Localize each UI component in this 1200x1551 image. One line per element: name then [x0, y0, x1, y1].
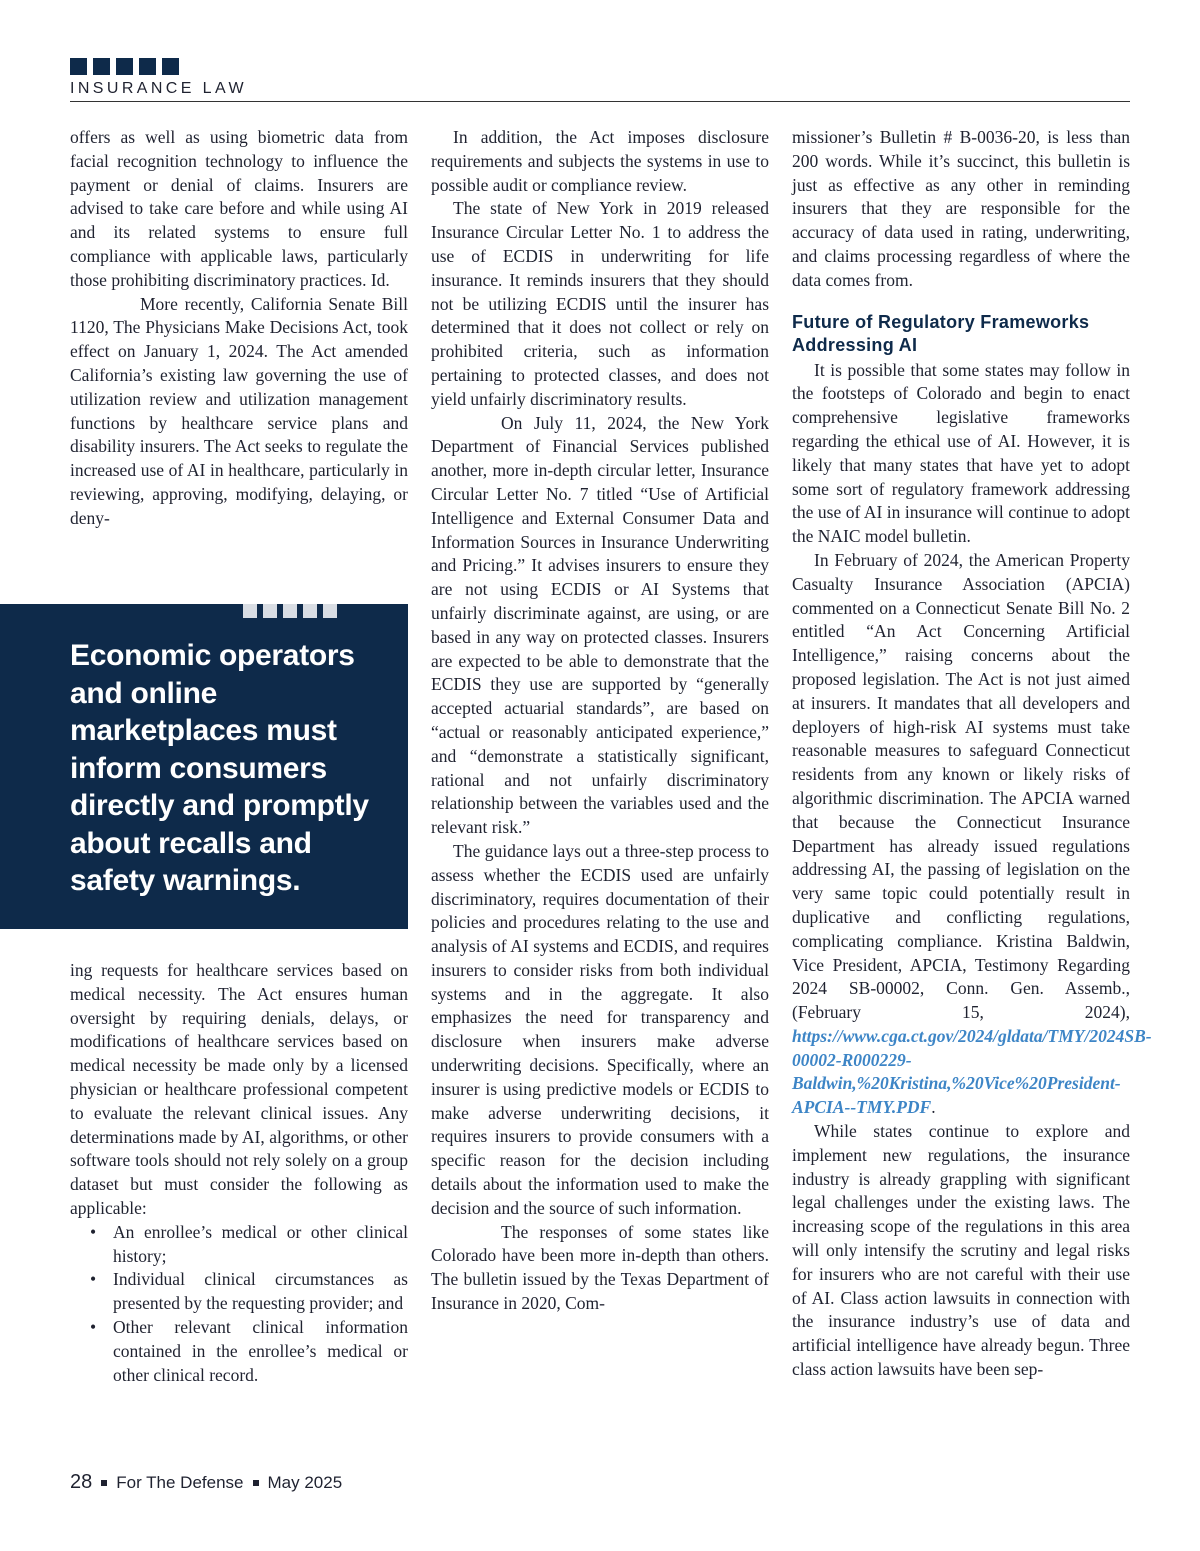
paragraph: More recently, California Senate Bill 1120, The Physicians Make Decisions Act, took effect on January 1, 2024. The Act amended California’s existing law governing the use of utilization review and utilization management functions by healthcare service plans and disability insurers. The Act seeks to regulate the increased use of AI in healthcare, particularly in reviewing, approving, modifying, delaying, or deny- [70, 293, 408, 528]
marker-square [283, 604, 297, 618]
paragraph: missioner’s Bulletin # B-0036-20, is less than 200 words. While it’s succinct, this bulletin is just as effective as any other in reminding insurers that they are responsible for the accuracy of data used in rating, underwriting, and claims processing regardless of where the data comes from. [792, 127, 1130, 290]
paragraph-end: . [931, 1097, 936, 1118]
paragraph-text: In February of 2024, the American Property Casualty Insurance Association (APCIA) commented on a Connecticut Senate Bill No. 2 entitled “An Act Concerning Artificial Intelligence,” raising concerns about the proposed legislation. The Act is not just aimed at insurers. It mandates that all developers and deployers of high-risk AI systems must take reasonable measures to safeguard Connecticut residents from any known or likely risks of algorithmic discrimination. The APCIA warned that because the Connecticut Insurance Department has already issued regulations addressing AI, the passing of legislation on the very same topic could potentially result in duplicative and conflicting regulations, complicating compliance. Kristina Baldwin, Vice President, APCIA, Testimony Regarding 2024 SB-00002, Conn. Gen. Assemb., (February 15, 2024), [792, 549, 1130, 1023]
separator-square [253, 1480, 259, 1486]
page-number: 28 [70, 1471, 93, 1493]
section-label: INSURANCE LAW [70, 80, 247, 97]
column-3 [792, 126, 1152, 1382]
list-item: • Individual clinical circumstances as presented by the requesting provider; and [70, 1268, 408, 1316]
section-marker-squares [70, 58, 179, 75]
column-1-top [70, 126, 408, 531]
marker-square [243, 604, 257, 618]
column-1-bottom [70, 959, 408, 1387]
paragraph: It is possible that some states may follow in the footsteps of Colorado and begin to enact comprehensive legislative frameworks regarding the ethical use of AI. However, it is likely that many states that have yet to adopt some sort of regulatory framework addressing the use of AI in insurance will continue to adopt the NAIC model bulletin. [792, 359, 1130, 547]
testimony-link[interactable]: https://www.cga.ct.gov/2024/gldata/TMY/2024SB-00002-R000229-Baldwin,%20Kristina,%20Vice%20President-APCIA--TMY.PDF [792, 1025, 1152, 1118]
paragraph: The responses of some states like Colorado have been more in-depth than others. The bulletin issued by the Texas Department of Insurance in 2020, Com- [431, 1221, 769, 1314]
marker-square [139, 58, 156, 75]
pull-quote-squares [243, 604, 337, 618]
page-footer [70, 1471, 342, 1494]
list-item: • Other relevant clinical information contained in the enrollee’s medical or other clinical record. [70, 1316, 408, 1387]
marker-square [70, 58, 87, 75]
marker-square [323, 604, 337, 618]
marker-square [303, 604, 317, 618]
paragraph: The state of New York in 2019 released Insurance Circular Letter No. 1 to address the use of ECDIS in underwriting for life insurance. It reminds insurers that they should not be utilizing ECDIS until the insurer has determined that it does not collect or rely on prohibited criteria, such as information pertaining to protected classes, and does not yield unfairly discriminatory results. [431, 198, 769, 409]
pull-quote-box [0, 604, 408, 929]
list-item: • An enrollee’s medical or other clinical history; [70, 1221, 408, 1269]
paragraph: While states continue to explore and implement new regulations, the insurance industry is already grappling with significant legal challenges under the existing laws. The increasing scope of the regulations in this area will only intensify the scrutiny and legal risks for insurers who are not careful with their use of AI. Class action lawsuits in connection with the insurance industry’s use of data and artificial intelligence have already begun. Three class action lawsuits have been sep- [792, 1121, 1130, 1380]
separator-square [101, 1480, 107, 1486]
section-heading: Future of Regulatory Frameworks Addressing AI [792, 311, 1090, 355]
header-rule [70, 101, 1130, 102]
paragraph [792, 549, 1152, 1120]
paragraph: ing requests for healthcare services based on medical necessity. The Act ensures human oversight by requiring denials, delays, or modifications of healthcare services based on medical necessity be made only by a licensed physician or healthcare professional competent to evaluate the relevant clinical issues. Any determinations made by AI, algorithms, or other software tools should not rely solely on a group dataset but must consider the following as applicable: [70, 960, 408, 1218]
paragraph: On July 11, 2024, the New York Department of Financial Services published another, more in-depth circular letter, Insurance Circular Letter No. 7 titled “Use of Artificial Intelligence and External Consumer Data and Information Sources in Insurance Underwriting and Pricing.” It advises insurers to ensure they are not using ECDIS or AI Systems that unfairly discriminate against, are using, or are based in any way on protected classes. Insurers are expected to be able to demonstrate that the ECDIS they use are supported by “generally accepted actuarial standards”, are based on “actual or reasonably anticipated experience,” and “demonstrate a statistically significant, rational and not unfairly discriminatory relationship between the variables used and the relevant risk.” [431, 412, 769, 838]
publication-name: For The Defense [116, 1472, 244, 1492]
marker-square [93, 58, 110, 75]
criteria-list [70, 1221, 408, 1388]
column-2 [431, 126, 769, 1316]
marker-square [263, 604, 277, 618]
paragraph: In addition, the Act imposes disclosure requirements and subjects the systems in use to possible audit or compliance review. [431, 127, 769, 195]
paragraph: The guidance lays out a three-step process to assess whether the ECDIS used are unfairly discriminatory, requires documentation of their policies and procedures relating to the use and analysis of AI systems and ECDIS, and requires insurers to consider risks from both individual systems and in the aggregate. It also emphasizes the need for transparency and disclosure when insurers make adverse underwriting decisions. Specifically, where an insurer is using predictive models or ECDIS to make adverse underwriting decisions, it requires insurers to provide consumers with a specific reason for the decision including details about the information used to make the decision and the source of such information. [431, 840, 769, 1218]
marker-square [116, 58, 133, 75]
marker-square [162, 58, 179, 75]
issue-date: May 2025 [267, 1472, 343, 1492]
pull-quote-text: Economic operators and online marketplaces must inform consumers directly and promptly about recalls and safety warnings. [70, 639, 369, 897]
paragraph: offers as well as using biometric data from facial recognition technology to influence the payment or denial of claims. Insurers are advised to take care before and while using AI and its related systems to ensure full compliance with applicable laws, particularly those prohibiting discriminatory practices. Id. [70, 127, 408, 290]
